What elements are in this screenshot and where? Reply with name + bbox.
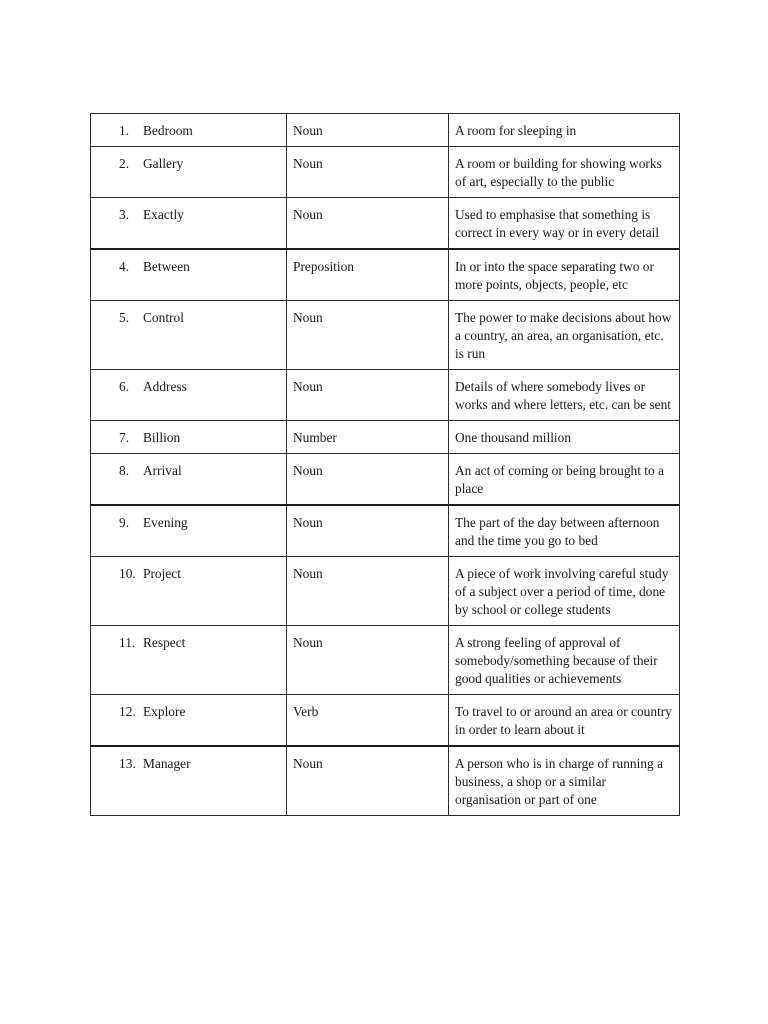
row-number: 4. [119,259,130,274]
table-row [91,147,680,198]
part-of-speech: Noun [287,370,449,421]
row-number: 13. [119,756,136,771]
row-number: 2. [119,156,130,171]
part-of-speech: Number [287,421,449,454]
definition: The power to make decisions about how a country, an area, an organisation, etc. is run [449,301,680,370]
word-cell [91,505,287,557]
row-number: 12. [119,704,136,719]
word-cell [91,695,287,747]
definition: To travel to or around an area or country in order to learn about it [449,695,680,747]
row-number: 5. [119,310,130,325]
definition: A strong feeling of approval of somebody/something because of their good qualities or achievements [449,626,680,695]
table-row [91,421,680,454]
word: Address [143,379,187,394]
row-number: 6. [119,379,130,394]
table-row [91,505,680,557]
row-number: 8. [119,463,130,478]
table-row [91,626,680,695]
row-number: 11. [119,635,136,650]
word-cell [91,249,287,301]
word-cell [91,114,287,147]
table-row [91,454,680,506]
definition: In or into the space separating two or more points, objects, people, etc [449,249,680,301]
row-number: 3. [119,207,130,222]
row-number: 1. [119,123,130,138]
table-row [91,198,680,250]
word: Gallery [143,156,184,171]
part-of-speech: Noun [287,454,449,506]
table-row [91,301,680,370]
table-row [91,695,680,747]
word: Explore [143,704,186,719]
word-cell [91,746,287,816]
word: Respect [143,635,186,650]
part-of-speech: Noun [287,198,449,250]
definition: The part of the day between afternoon and the time you go to bed [449,505,680,557]
word: Between [143,259,190,274]
word: Billion [143,430,181,445]
word-cell [91,147,287,198]
table-row [91,557,680,626]
definition: Details of where somebody lives or works and where letters, etc. can be sent [449,370,680,421]
word: Manager [143,756,191,771]
word-cell [91,557,287,626]
word: Evening [143,515,188,530]
table-row [91,370,680,421]
word-cell [91,370,287,421]
table-row [91,746,680,816]
word-cell [91,454,287,506]
table-row [91,114,680,147]
word: Project [143,566,181,581]
word: Exactly [143,207,184,222]
row-number: 10. [119,566,136,581]
definition: A person who is in charge of running a business, a shop or a similar organisation or part of one [449,746,680,816]
word: Control [143,310,184,325]
table-row [91,249,680,301]
row-number: 9. [119,515,130,530]
part-of-speech: Noun [287,746,449,816]
word-cell [91,198,287,250]
word-cell [91,626,287,695]
word-cell [91,301,287,370]
part-of-speech: Noun [287,505,449,557]
word: Arrival [143,463,182,478]
row-number: 7. [119,430,130,445]
word-cell [91,421,287,454]
part-of-speech: Preposition [287,249,449,301]
part-of-speech: Noun [287,114,449,147]
definition: An act of coming or being brought to a place [449,454,680,506]
definition: Used to emphasise that something is correct in every way or in every detail [449,198,680,250]
part-of-speech: Noun [287,626,449,695]
word: Bedroom [143,123,193,138]
part-of-speech: Verb [287,695,449,747]
definition: A piece of work involving careful study of a subject over a period of time, done by school or college students [449,557,680,626]
definition: A room for sleeping in [449,114,680,147]
part-of-speech: Noun [287,557,449,626]
part-of-speech: Noun [287,301,449,370]
definition: One thousand million [449,421,680,454]
definition: A room or building for showing works of art, especially to the public [449,147,680,198]
part-of-speech: Noun [287,147,449,198]
vocabulary-table [90,113,680,816]
